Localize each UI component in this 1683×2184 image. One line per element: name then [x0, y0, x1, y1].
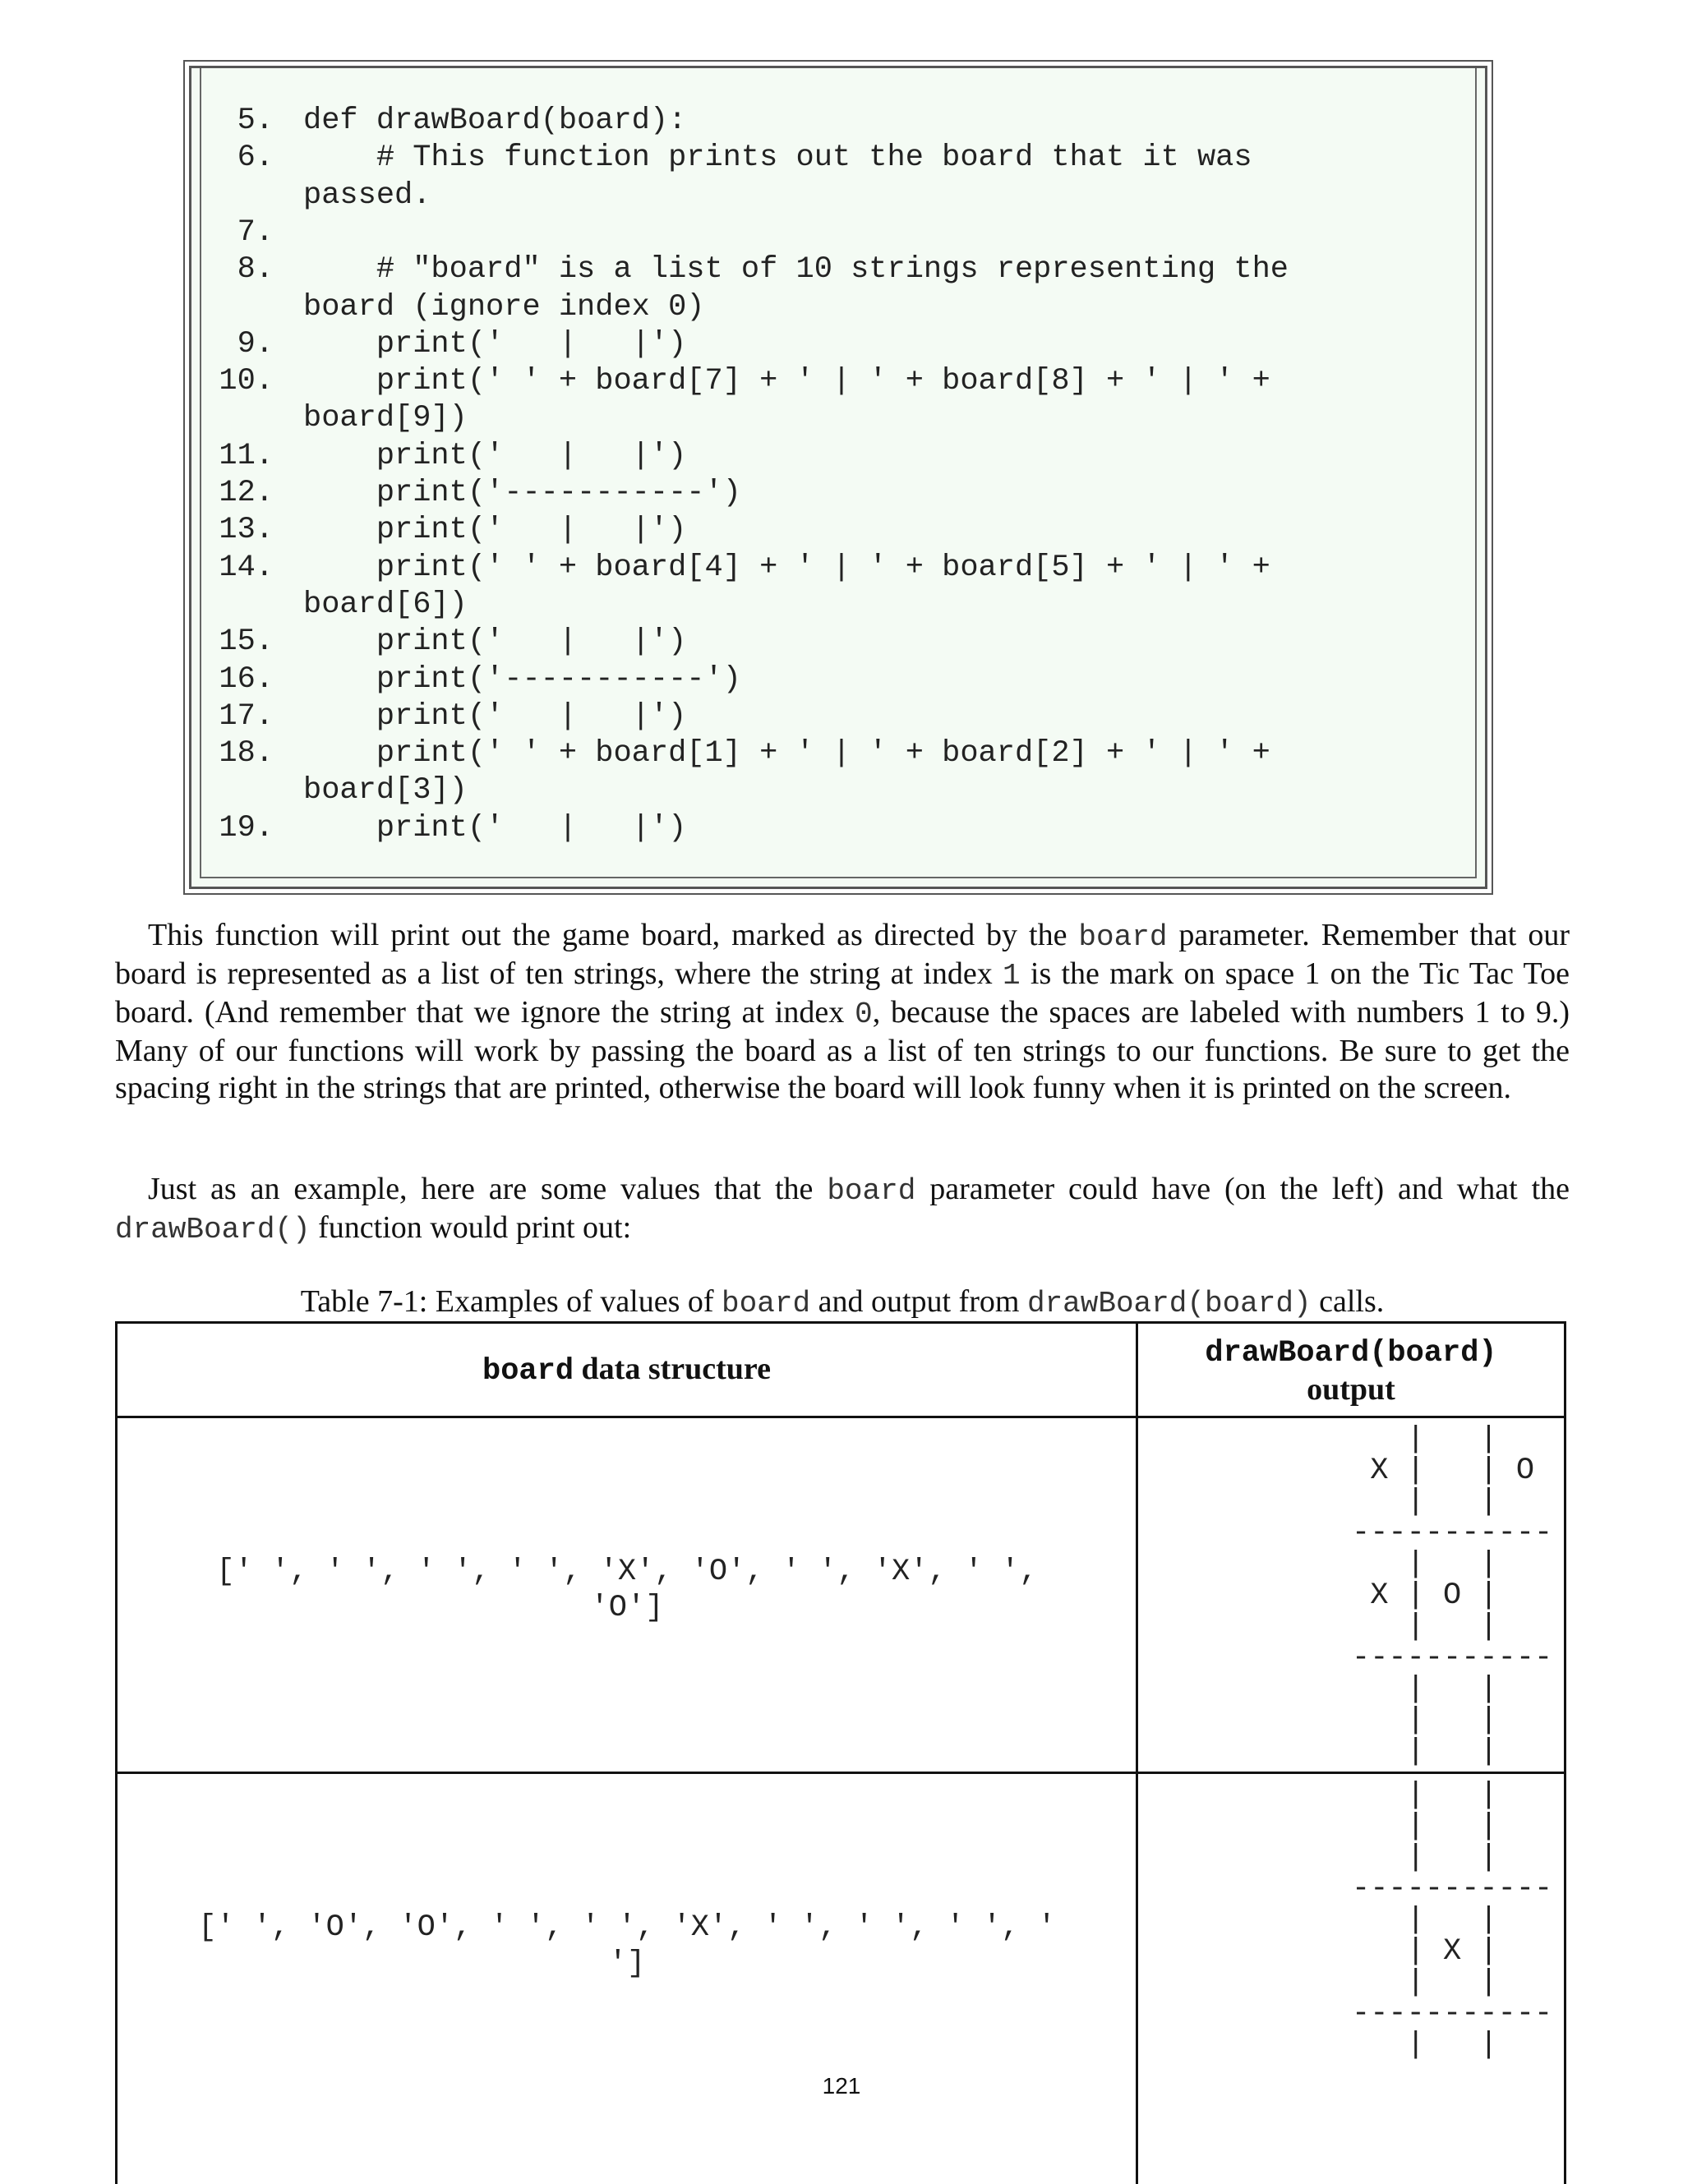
page-number: 121	[822, 2073, 861, 2099]
code-text: print(' ' + board[4] + ' | ' + board[5] + ' | ' +	[303, 550, 1270, 585]
code-text: print(' | |')	[303, 810, 687, 845]
text-run: is the mark on space 1 on the Tic Tac Toe board. (And remember that we ignore the string at index	[115, 956, 1570, 1030]
board-list-line: [' ', 'O', 'O', ' ', ' ', 'X', ' ', ' ', ' ', '	[198, 1910, 1056, 1945]
inline-code: board	[1078, 920, 1168, 954]
line-number: 12.	[219, 476, 274, 510]
line-number: 16.	[219, 661, 274, 697]
line-number: 18.	[219, 736, 274, 772]
inline-code: 0	[855, 998, 873, 1031]
line-number: 13.	[219, 513, 274, 548]
inline-code: drawBoard()	[115, 1213, 311, 1246]
code-text: board (ignore index 0)	[303, 289, 705, 325]
board-list-line: ']	[608, 1947, 646, 1981]
inline-code: drawBoard(board)	[1026, 1287, 1312, 1320]
line-number: 7.	[237, 214, 274, 250]
code-text: print('-----------')	[303, 476, 741, 510]
code-text: board[9])	[303, 401, 468, 436]
board-list-line: [' ', ' ', ' ', ' ', 'X', 'O', ' ', 'X', ' ',	[216, 1555, 1038, 1589]
inline-code: board	[827, 1174, 916, 1208]
code-text: def drawBoard(board):	[303, 104, 687, 138]
code-text: board[6])	[303, 587, 468, 622]
line-number: 11.	[219, 438, 274, 473]
text-run: Just as an example, here are some values that the	[148, 1172, 828, 1206]
line-number: 15.	[219, 624, 274, 660]
code-text: print(' ' + board[1] + ' | ' + board[2] + ' | ' +	[303, 736, 1270, 772]
code-text: board[3])	[303, 773, 468, 809]
code-text: print(' | |')	[303, 326, 687, 362]
table-caption	[115, 1283, 1570, 1322]
code-text: print(' | |')	[303, 624, 687, 660]
header-text: output	[1307, 1371, 1395, 1407]
board-list-line: 'O']	[590, 1591, 664, 1625]
line-number: 10.	[219, 364, 274, 399]
text-run: and output from	[810, 1284, 1027, 1319]
header-code: drawBoard(board)	[1205, 1335, 1497, 1371]
text-run: This function will print out the game board, marked as directed by the	[148, 918, 1079, 952]
code-listing	[189, 66, 1487, 889]
text-run: parameter. Remember that our board is represented as a list of ten strings, where the string at index	[115, 918, 1570, 991]
paragraph-board-explanation	[115, 917, 1570, 1107]
code-text: print(' | |')	[303, 438, 687, 473]
line-number: 17.	[219, 698, 274, 734]
code-text: print(' | |')	[303, 513, 687, 548]
header-code: board	[482, 1353, 574, 1389]
paragraph-example-intro	[115, 1171, 1570, 1248]
line-number: 8.	[237, 252, 274, 288]
table-row-1-board	[134, 1554, 1120, 1626]
line-number: 14.	[219, 550, 274, 585]
table-header-divider	[118, 1416, 1564, 1418]
table-column-divider	[1136, 1324, 1138, 2184]
text-run: , because the spaces are labeled with numbers 1 to 9.) Many of our functions will work by passing the board as a list of ten strings to our functions. Be sure to get the spacing right in the strings that are printed, otherwise the board will look funny when it is printed on the screen.	[115, 995, 1570, 1105]
table-row-2-output: | | | | | | ----------- | | | X | | | ----------- | |	[1352, 1778, 1553, 2062]
line-number: 19.	[219, 810, 274, 845]
text-run: Table 7-1: Examples of values of	[300, 1284, 722, 1319]
text-run: calls.	[1311, 1284, 1385, 1319]
code-text: print(' | |')	[303, 698, 687, 734]
code-text: print('-----------')	[303, 661, 741, 697]
table-row-divider	[118, 1772, 1564, 1774]
examples-table	[115, 1321, 1566, 2184]
line-number: 9.	[237, 326, 274, 362]
text-run: parameter could have (on the left) and what the	[915, 1172, 1570, 1206]
code-text: # "board" is a list of 10 strings representing the	[303, 252, 1289, 288]
inline-code: 1	[1003, 959, 1021, 993]
line-number: 5.	[237, 104, 274, 138]
code-text: print(' ' + board[7] + ' | ' + board[8] + ' | ' +	[303, 364, 1270, 399]
table-row-2-board	[134, 1910, 1120, 1982]
table-header-board	[118, 1324, 1136, 1416]
text-run: function would print out:	[310, 1210, 632, 1245]
inline-code: board	[722, 1287, 811, 1320]
code-text: # This function prints out the board that it was	[303, 141, 1252, 176]
line-number: 6.	[237, 141, 274, 176]
code-text: passed.	[303, 177, 431, 213]
header-text: data structure	[574, 1351, 771, 1386]
table-header-output	[1138, 1324, 1564, 1416]
table-row-1-output: | | X | | O | | ----------- | | X | O | | | ----------- | | | | | |	[1352, 1422, 1553, 1769]
